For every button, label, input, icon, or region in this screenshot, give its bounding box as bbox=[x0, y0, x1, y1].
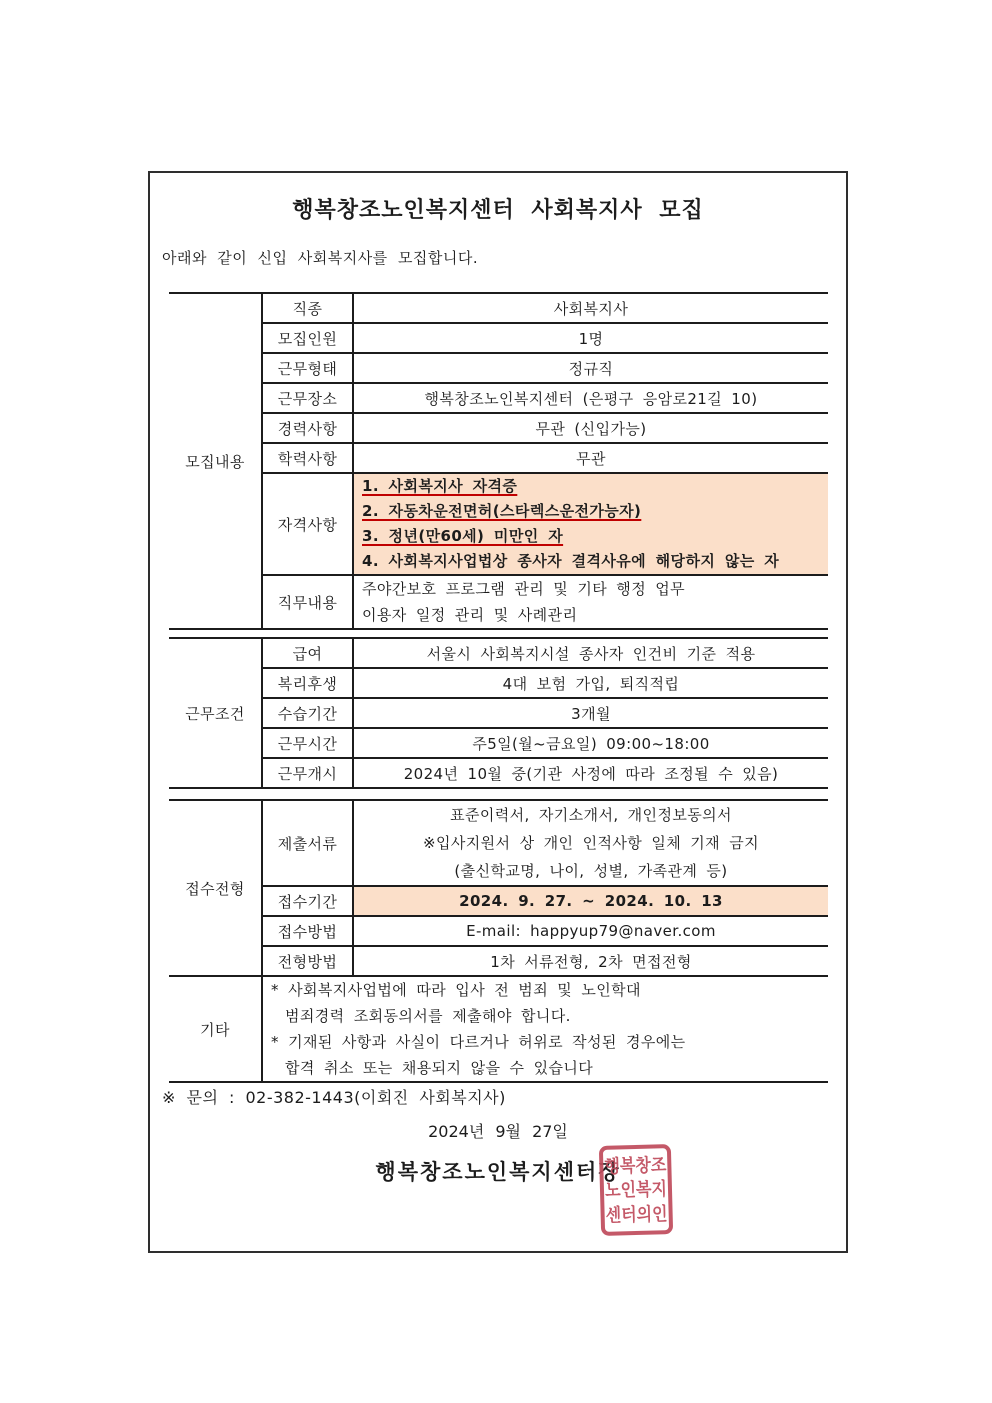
etc-line: 범죄경력 조회동의서를 제출해야 합니다. bbox=[285, 1007, 571, 1025]
row-label: 모집인원 bbox=[262, 323, 353, 353]
intro-text: 아래와 같이 신입 사회복지사를 모집합니다. bbox=[162, 249, 479, 267]
qualification-cell bbox=[353, 473, 828, 575]
table-row-duty bbox=[169, 575, 828, 629]
row-value: 사회복지사 bbox=[353, 293, 828, 323]
table-row bbox=[169, 353, 828, 383]
row-label: 경력사항 bbox=[262, 413, 353, 443]
table-row bbox=[169, 698, 828, 728]
etc-line: * 사회복지사업법에 따라 입사 전 범죄 및 노인학대 bbox=[271, 981, 641, 999]
row-value: 서울시 사회복지시설 종사자 인건비 기준 적용 bbox=[353, 638, 828, 668]
seal-line: 센터의인 bbox=[605, 1202, 668, 1226]
contact-info: ※ 문의 : 02-382-1443(이회진 사회복지사) bbox=[162, 1088, 506, 1107]
work-conditions-table bbox=[169, 637, 828, 789]
group-cell-recruit: 모집내용 bbox=[169, 293, 262, 629]
row-label: 근무개시 bbox=[262, 758, 353, 788]
duty-line: 이용자 일정 관리 및 사례관리 bbox=[362, 606, 578, 624]
row-label: 직무내용 bbox=[262, 575, 353, 629]
etc-line: 합격 취소 또는 채용되지 않을 수 있습니다 bbox=[285, 1059, 594, 1077]
qualification-item: 2. 자동차운전면허(스타렉스운전가능자) bbox=[362, 502, 642, 520]
row-value: 주5일(월~금요일) 09:00~18:00 bbox=[353, 728, 828, 758]
method-value: E-mail: happyup79@naver.com bbox=[353, 916, 828, 946]
group-cell-apply: 접수전형 bbox=[169, 800, 262, 976]
process-value: 1차 서류전형, 2차 면접전형 bbox=[353, 946, 828, 976]
row-label: 근무형태 bbox=[262, 353, 353, 383]
row-value: 정규직 bbox=[353, 353, 828, 383]
group-cell-etc: 기타 bbox=[169, 976, 262, 1082]
row-value: 1명 bbox=[353, 323, 828, 353]
document-title: 행복창조노인복지센터 사회복지사 모집 bbox=[292, 198, 704, 223]
table-row bbox=[169, 758, 828, 788]
qualification-item: 4. 사회복지사업법상 종사자 결격사유에 해당하지 않는 자 bbox=[362, 552, 780, 570]
table-row bbox=[169, 638, 828, 668]
seal-line: 노인복지 bbox=[604, 1177, 668, 1202]
table-row bbox=[169, 293, 828, 323]
official-seal bbox=[599, 1144, 673, 1236]
row-label: 학력사항 bbox=[262, 443, 353, 473]
table-row bbox=[169, 443, 828, 473]
table-row bbox=[169, 413, 828, 443]
etc-line: * 기재된 사항과 사실이 다르거나 허위로 작성된 경우에는 bbox=[271, 1033, 686, 1051]
table-row-qualification bbox=[169, 473, 828, 575]
row-label: 전형방법 bbox=[262, 946, 353, 976]
row-value: 4대 보험 가입, 퇴직적립 bbox=[353, 668, 828, 698]
row-label: 근무장소 bbox=[262, 383, 353, 413]
table-row-etc bbox=[169, 976, 828, 1082]
issue-date: 2024년 9월 27일 bbox=[428, 1122, 568, 1141]
row-label: 직종 bbox=[262, 293, 353, 323]
table-row-process bbox=[169, 946, 828, 976]
row-label: 접수방법 bbox=[262, 916, 353, 946]
table-row-documents bbox=[169, 800, 828, 886]
row-label: 급여 bbox=[262, 638, 353, 668]
signature-text: 행복창조노인복지센터장 bbox=[375, 1160, 621, 1184]
table-row bbox=[169, 728, 828, 758]
document-frame bbox=[148, 171, 848, 1253]
documents-line: ※입사지원서 상 개인 인적사항 일체 기재 금지 bbox=[423, 834, 759, 852]
row-value: 무관 (신입가능) bbox=[353, 413, 828, 443]
table-row bbox=[169, 323, 828, 353]
row-value: 무관 bbox=[353, 443, 828, 473]
row-label: 자격사항 bbox=[262, 473, 353, 575]
duty-line: 주야간보호 프로그램 관리 및 기타 행정 업무 bbox=[362, 580, 686, 598]
documents-cell bbox=[353, 800, 828, 886]
qualification-item: 1. 사회복지사 자격증 bbox=[362, 477, 518, 495]
row-value: 3개월 bbox=[353, 698, 828, 728]
row-label: 근무시간 bbox=[262, 728, 353, 758]
row-label: 수습기간 bbox=[262, 698, 353, 728]
qualification-item: 3. 정년(만60세) 미만인 자 bbox=[362, 527, 564, 545]
etc-cell bbox=[262, 976, 828, 1082]
row-value: 행복창조노인복지센터 (은평구 응암로21길 10) bbox=[353, 383, 828, 413]
row-label: 접수기간 bbox=[262, 886, 353, 916]
documents-line: (출신학교명, 나이, 성별, 가족관계 등) bbox=[454, 862, 728, 880]
seal-line: 행복창조 bbox=[604, 1153, 667, 1177]
table-row bbox=[169, 383, 828, 413]
group-cell-work: 근무조건 bbox=[169, 638, 262, 788]
table-row-period bbox=[169, 886, 828, 916]
application-table bbox=[169, 799, 828, 1083]
period-value: 2024. 9. 27. ~ 2024. 10. 13 bbox=[353, 886, 828, 916]
recruit-table bbox=[169, 292, 828, 630]
table-row bbox=[169, 668, 828, 698]
row-label: 복리후생 bbox=[262, 668, 353, 698]
documents-line: 표준이력서, 자기소개서, 개인정보동의서 bbox=[450, 806, 732, 824]
row-label: 제출서류 bbox=[262, 800, 353, 886]
row-value: 2024년 10월 중(기관 사정에 따라 조정될 수 있음) bbox=[353, 758, 828, 788]
duty-cell bbox=[353, 575, 828, 629]
table-row-method bbox=[169, 916, 828, 946]
